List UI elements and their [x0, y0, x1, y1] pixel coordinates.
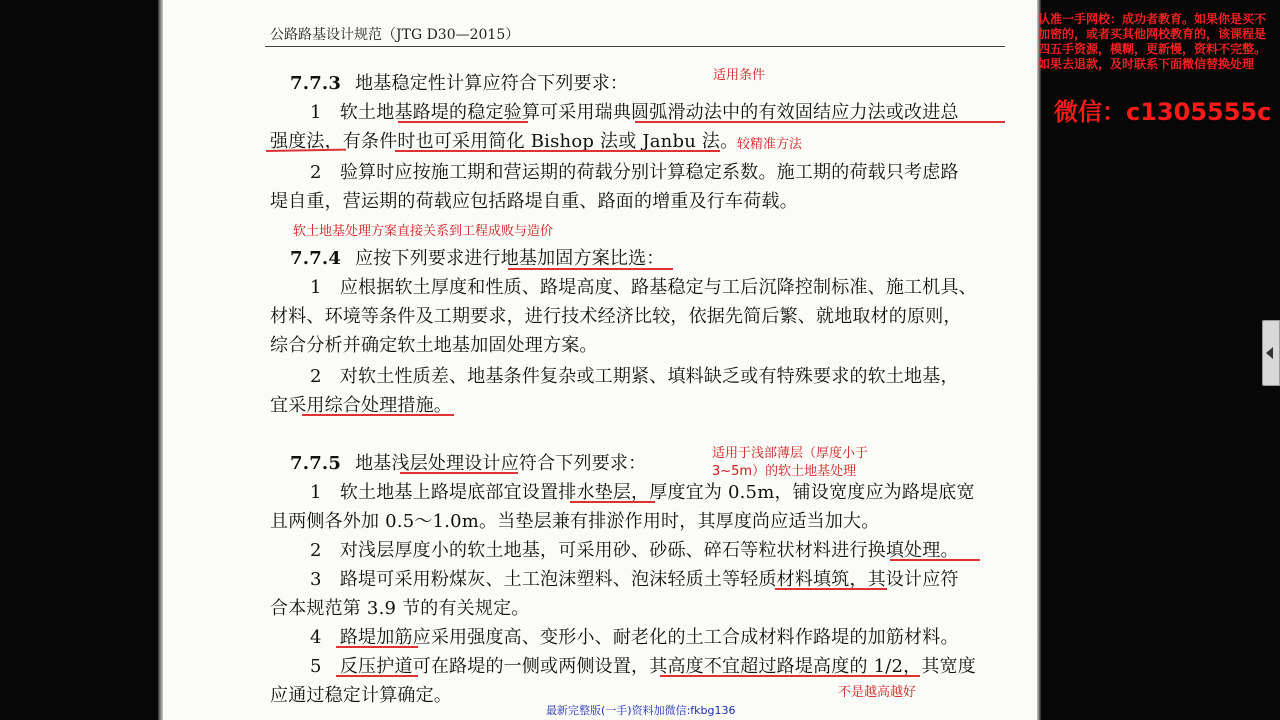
- clause-7-7-4: [290, 244, 665, 270]
- annotation-note: 3~5m）的软土地基处理: [712, 464, 857, 479]
- text-line: 宜采用综合处理措施。: [270, 395, 452, 416]
- underline-mark: [660, 675, 920, 677]
- page-header: 公路路基设计规范（JTG D30—2015）: [270, 27, 520, 43]
- underline-mark: [336, 646, 418, 648]
- text-line: 合本规范第 3.9 节的有关规定。: [270, 598, 530, 619]
- underline-mark: [635, 121, 1005, 123]
- text-line: 2 对软土性质差、地基条件复杂或工期紧、填料缺乏或有特殊要求的软土地基，: [310, 366, 959, 387]
- text-line: 1 应根据软土厚度和性质、路堤高度、路基稳定与工后沉降控制标准、施工机具、: [310, 277, 977, 298]
- clause-number: 7.7.5: [290, 453, 342, 474]
- text-line: 1 软土地基上路堤底部宜设置排水垫层，厚度宜为 0.5m，铺设宽度应为路堤底宽: [310, 482, 975, 503]
- annotation-note: 适用于浅部薄层（厚度小于: [712, 446, 869, 461]
- text-line: 3 路堤可采用粉煤灰、土工泡沫塑料、泡沫轻质土等轻质材料填筑，其设计应符: [310, 569, 959, 590]
- text-line: 综合分析并确定软土地基加固处理方案。: [270, 335, 598, 356]
- text-line: 且两侧各外加 0.5～1.0m。当垫层兼有排淤作用时，其厚度尚应适当加大。: [270, 511, 880, 532]
- annotation-note: 不是越高越好: [838, 685, 917, 700]
- clause-text: 应按下列要求进行地基加固方案比选：: [355, 248, 665, 269]
- text-line: 1 软土地基路堤的稳定验算可采用瑞典圆弧滑动法中的有效固结应力法或改进总: [310, 102, 959, 123]
- text-line: 4 路堤加筋应采用强度高、变形小、耐老化的土工合成材料作路堤的加筋材料。: [310, 627, 959, 648]
- underline-mark: [336, 675, 418, 677]
- watermark-notice: 认准一手网校：成功者教育。如果你是买不加密的，或者买其他网校教育的，该课程是四五手资源，模糊，更新慢，资料不完整。如果去退款，及时联系下面微信替换处理: [1038, 12, 1267, 71]
- clause-number: 7.7.3: [290, 73, 342, 94]
- text-line: 2 对浅层厚度小的软土地基，可采用砂、砂砾、碎石等粒状材料进行换填处理。: [310, 540, 959, 561]
- watermark-wechat: 微信：c1305555c: [1054, 98, 1272, 126]
- text-line: 强度法，有条件时也可采用简化 Bishop 法或 Janbu 法。: [270, 131, 739, 152]
- page-edge-right: [1037, 0, 1041, 720]
- underline-mark: [775, 588, 887, 590]
- underline-mark: [508, 268, 673, 270]
- text-line: 5 反压护道可在路堤的一侧或两侧设置，其高度不宜超过路堤高度的 1/2，其宽度: [310, 656, 976, 677]
- underline-mark: [302, 414, 454, 416]
- underline-mark: [890, 559, 980, 561]
- text-line: 材料、环境等条件及工期要求，进行技术经济比较，依据先简后繁、就地取材的原则，: [270, 306, 962, 327]
- underline-mark: [398, 121, 528, 123]
- underline-mark: [570, 501, 655, 503]
- clause-text: 地基稳定性计算应符合下列要求：: [355, 73, 629, 94]
- clause-text: 地基浅层处理设计应符合下列要求：: [355, 453, 647, 474]
- text-line: 堤自重，营运期的荷载应包括路堤自重、路面的增重及行车荷载。: [270, 191, 798, 212]
- text-line: 2 验算时应按施工期和营运期的荷载分别计算稳定系数。施工期的荷载只考虑路: [310, 162, 959, 183]
- text-line: 应通过稳定计算确定。: [270, 685, 452, 706]
- clause-number: 7.7.4: [290, 248, 342, 269]
- clause-7-7-3: [290, 69, 628, 95]
- annotation-note: 适用条件: [713, 68, 766, 83]
- chevron-left-icon: [1266, 347, 1273, 359]
- annotation-note: 软土地基处理方案直接关系到工程成败与造价: [293, 224, 554, 239]
- side-panel-toggle[interactable]: [1262, 320, 1280, 386]
- underline-mark: [400, 472, 518, 474]
- footer-watermark: 最新完整版(一手)资料加微信:fkbg136: [546, 704, 736, 717]
- header-rule: [265, 46, 1005, 47]
- annotation-note: 较精准方法: [737, 137, 803, 152]
- underline-mark: [395, 150, 720, 152]
